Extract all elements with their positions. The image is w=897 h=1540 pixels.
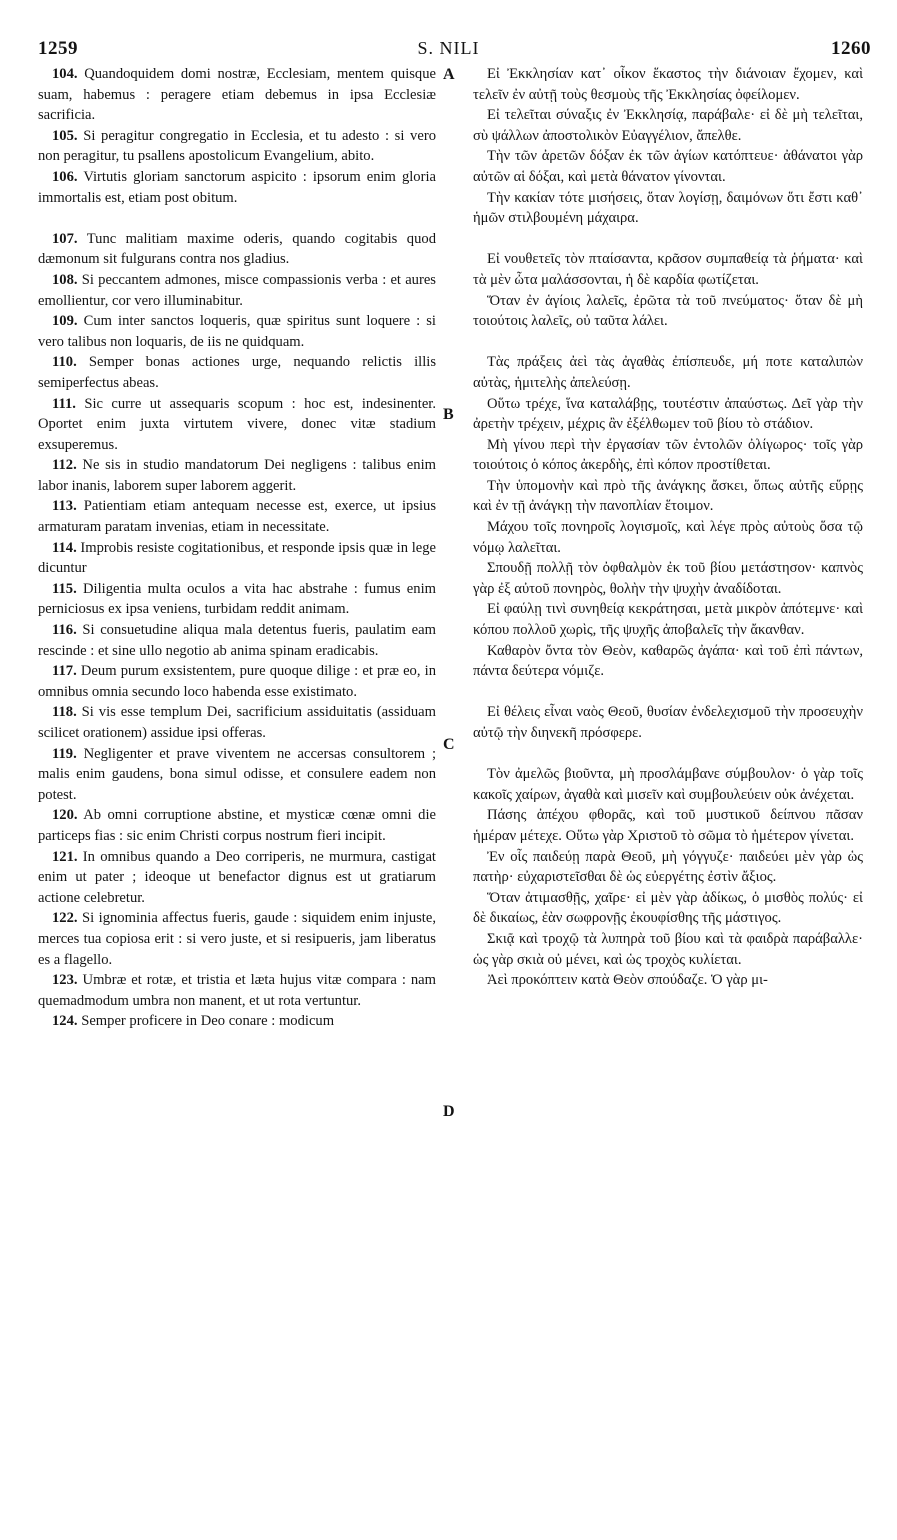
latin-paragraph (38, 455, 436, 496)
greek-paragraph: Μὴ γίνου περὶ τὴν ἐργασίαν τῶν ἐντολῶν ὀλίγωρος· τοῖς γὰρ τοιούτοις ὁ κόπος ἀκερδὴς, ἐπὶ κόπον προστίθεται. (473, 436, 863, 474)
latin-paragraph (38, 311, 436, 352)
greek-paragraph: Εἰ φαύλῃ τινὶ συνηθείᾳ κεκράτησαι, μετὰ μικρὸν ἀπότεμνε· καὶ κόπου πολλοῦ χωρὶς, τῆς ψυχῆς ἀποβαλεῖς τὴν ἄκανθαν. (473, 601, 863, 639)
latin-paragraph (38, 167, 436, 208)
sentence-number: 113. (52, 498, 77, 515)
margin-letter-c: C (443, 736, 455, 753)
margin-letter-b: B (443, 406, 454, 423)
latin-text: Si ignominia affectus fueris, gaude : siquidem enim injuste, merces tua copiosa erit : si vero juste, et si resipueris, jam liberatus es a flagello. (38, 910, 436, 968)
greek-paragraph: Ἐν οἷς παιδεύῃ παρὰ Θεοῦ, μὴ γόγγυζε· παιδεύει μὲν γὰρ ὡς πατὴρ· εὐχαριστεῖσθαι δὲ ὡς εὐεργέτης ἐστὶν ἄξιος. (473, 848, 863, 886)
latin-paragraph (38, 847, 436, 909)
latin-paragraph (38, 702, 436, 743)
greek-paragraph: Ὅταν ἀτιμασθῇς, χαῖρε· εἰ μὲν γὰρ ἀδίκως, ὁ μισθὸς πολύς· εἰ δὲ δικαίως, ἐὰν σωφρονῇς ἐκουφίσθης τῆς μάστιγος. (473, 889, 863, 927)
sentence-number: 111. (52, 395, 76, 412)
greek-paragraph: Τὰς πράξεις ἀεὶ τὰς ἀγαθὰς ἐπίσπευδε, μή ποτε καταλιπὼν αὐτὰς, ἡμιτελὴς ἀπελεύσῃ. (473, 354, 863, 391)
latin-text: Si peragitur congregatio in Ecclesia, et tu adesto : si vero non peragitur, tu psallens apostolicum Evangelium, abito. (38, 127, 436, 165)
greek-paragraph: Εἰ νουθετεῖς τὸν πταίσαντα, κρᾶσον συμπαθείᾳ τὰ ῥήματα· καὶ τὰ μὲν ὦτα μαλάσσονται, ἡ δὲ καρδία φωτίζεται. (473, 251, 863, 288)
greek-paragraph: Ὅταν ἐν ἁγίοις λαλεῖς, ἐρῶτα τὰ τοῦ πνεύματος· ὅταν δὲ μὴ τοιούτοις λαλεῖς, οὐ ταῦτα λάλει. (473, 292, 863, 330)
page-number-left: 1259 (38, 38, 78, 59)
latin-text: Semper bonas actiones urge, nequando relictis illis semiperfectus abeas. (38, 354, 436, 391)
latin-paragraph (38, 908, 436, 970)
running-title: S. NILI (417, 38, 480, 58)
latin-paragraph (38, 970, 436, 1011)
latin-text: Ne sis in studio mandatorum Dei negligens : talibus enim labor inanis, laborem super laborem aggerit. (38, 457, 436, 494)
latin-paragraph (38, 64, 436, 126)
greek-paragraph: Εἰ θέλεις εἶναι ναὸς Θεοῦ, θυσίαν ἐνδελεχισμοῦ τὴν προσευχὴν αὐτῷ τὴν διηνεκῆ πρόσφερε. (473, 704, 863, 741)
sentence-number: 104. (52, 66, 78, 82)
greek-paragraph: Σπουδῇ πολλῇ τὸν ὀφθαλμὸν ἐκ τοῦ βίου μετάστησον· καπνὸς γὰρ ἐξ αὐτοῦ πονηρὸς, θολὴν τὴν ψυχὴν ἀναδίδοται. (473, 560, 863, 597)
sentence-number: 109. (52, 313, 78, 330)
greek-paragraph: Ἀεὶ προκόπτειν κατὰ Θεὸν σπούδαζε. Ὁ γὰρ μι- (487, 972, 768, 989)
sentence-number: 122. (52, 910, 78, 927)
latin-paragraph (38, 661, 436, 702)
latin-text: Umbræ et rotæ, et tristia et læta hujus vitæ compara : nam quemadmodum umbra non manent, et ut rota vertuntur. (38, 972, 436, 1009)
latin-paragraph (38, 744, 436, 806)
greek-paragraph: Εἰ Ἐκκλησίαν κατ᾽ οἶκον ἕκαστος τὴν διάνοιαν ἔχομεν, καὶ τελεῖν ἐν αὐτῇ τοὺς θεσμοὺς τῆς Ἐκκλησίας ὀφείλομεν. (473, 66, 863, 103)
greek-paragraph: Καθαρὸν ὄντα τὸν Θεὸν, καθαρῶς ἀγάπα· καὶ τοῦ ἐπὶ πάντων, πάντα δεύτερα νόμιζε. (473, 642, 863, 680)
greek-paragraph: Μάχου τοῖς πονηροῖς λογισμοῖς, καὶ λέγε πρὸς αὐτοὺς ὅσα τῷ νόμῳ λαλεῖται. (473, 519, 863, 556)
latin-paragraph (38, 496, 436, 537)
page-number-right: 1260 (831, 38, 871, 59)
latin-text: Deum purum exsistentem, pure quoque dilige : et præ eo, in omnibus omnia secundo loco habenda esse existimato. (38, 663, 436, 700)
latin-paragraph (38, 352, 436, 393)
sentence-number: 116. (52, 622, 77, 639)
latin-paragraph (38, 270, 436, 311)
latin-paragraph (38, 538, 436, 579)
latin-paragraph (38, 229, 436, 270)
latin-paragraph (38, 394, 436, 456)
latin-paragraph (38, 579, 436, 620)
sentence-number: 105. (52, 127, 78, 144)
greek-paragraph: Πάσης ἀπέχου φθορᾶς, καὶ τοῦ μυστικοῦ δείπνου πᾶσαν ἡμέραν μέτεχε. Οὕτω γὰρ Χριστοῦ τὸ σῶμα τὸ ἡμέτερον γίνεται. (473, 807, 863, 844)
latin-text: Patientiam etiam antequam necesse est, exerce, ut ipsius armaturam paratam invenias, etiam in necessitate. (38, 498, 437, 536)
sentence-number: 118. (52, 704, 77, 721)
latin-text: Diligentia multa oculos a vita hac abstrahe : fumus enim perniciosus ex ipsa veniens, turbidam reddit animam. (38, 580, 436, 618)
latin-text: Sic curre ut assequaris scopum : hoc est, indesinenter. Oportet enim juxta virtutem vivere, donec vitæ stadium exsuperemus. (38, 395, 437, 453)
greek-paragraph: Οὕτω τρέχε, ἵνα καταλάβῃς, τουτέστιν ἀπαύστως. Δεῖ γὰρ τὴν ἀρετὴν τρέχειν, μέχρις ἂν ἐξέλθωμεν τοῦ βίου τὸ στάδιον. (473, 395, 863, 433)
latin-column (38, 64, 436, 1032)
sentence-number: 107. (52, 230, 78, 247)
latin-paragraph (38, 1011, 436, 1032)
latin-text: In omnibus quando a Deo corriperis, ne murmura, castigat enim ut pater ; ideoque ut benefactor dignus est ut gratiarum actione celebretur. (38, 848, 436, 906)
greek-paragraph: Τὴν ὑπομονὴν καὶ πρὸ τῆς ἀνάγκης ἄσκει, ὅπως αὐτῆς εὕρῃς καὶ ἐν τῇ ἀνάγκῃ τὴν πανοπλίαν ἕτοιμον. (473, 477, 863, 515)
sentence-number: 121. (52, 848, 78, 865)
margin-letter-a: A (443, 66, 455, 83)
sentence-number: 117. (52, 663, 77, 680)
greek-paragraph: Τὴν τῶν ἀρετῶν δόξαν ἐκ τῶν ἁγίων κατόπτευε· ἀθάνατοι γὰρ αὐτῶν αἱ δόξαι, καὶ μετὰ θάνατον γίνονται. (473, 148, 863, 185)
latin-text: Ab omni corruptione abstine, et mysticæ cœnæ omni die particeps fias : sic enim Christi corpus nostrum fieri incipit. (38, 807, 436, 844)
latin-paragraph (38, 620, 436, 661)
latin-paragraph (38, 126, 436, 167)
latin-paragraph (38, 805, 436, 846)
greek-paragraph: Εἰ τελεῖται σύναξις ἐν Ἐκκλησίᾳ, παράβαλε· εἰ δὲ μὴ τελεῖται, σὺ ψάλλων ἀποστολικὸν Εὐαγγέλιον, ἄπελθε. (473, 107, 863, 144)
latin-text: Si vis esse templum Dei, sacrificium assiduitatis (assiduam scilicet orationem) assidue ipsi offeras. (38, 704, 436, 741)
sentence-number: 112. (52, 457, 77, 474)
greek-paragraph: Τὴν κακίαν τότε μισήσεις, ὅταν λογίσῃ, δαιμόνων ὅτι ἔστι καθ᾽ ἡμῶν στιλβουμένη μάχαιρα. (473, 189, 863, 227)
latin-text: Improbis resiste cogitationibus, et responde ipsis quæ in lege dicuntur (38, 539, 436, 577)
latin-text: Tunc malitiam maxime oderis, quando cogitabis quod dæmonum sit fulgurans contra nos gladius. (38, 230, 436, 268)
latin-text: Negligenter et prave viventem ne accersas consultorem ; malis enim gaudens, bona simul odisse, et consulere eadem non potest. (38, 745, 436, 803)
sentence-number: 123. (52, 972, 78, 989)
sentence-number: 110. (52, 354, 77, 371)
latin-text: Virtutis gloriam sanctorum aspicito : ipsorum enim gloria immortalis est, etiam post obitum. (38, 168, 436, 206)
greek-column (473, 64, 863, 991)
sentence-number: 120. (52, 807, 78, 824)
sentence-number: 124. (52, 1013, 78, 1030)
latin-text: Quandoquidem domi nostræ, Ecclesiam, mentem quisque suam, habemus : peragere etiam debemus in ipsa Ecclesiæ sacrificia. (38, 66, 437, 124)
latin-text: Si consuetudine aliqua mala detentus fueris, paulatim eam rescinde : et sine ullo negotio ab anima spinam eradicabis. (38, 622, 436, 659)
sentence-number: 108. (52, 271, 78, 288)
latin-text: Semper proficere in Deo conare : modicum (81, 1013, 335, 1030)
sentence-number: 115. (52, 580, 77, 597)
greek-paragraph: Σκιᾷ καὶ τροχῷ τὰ λυπηρὰ τοῦ βίου καὶ τὰ φαιδρὰ παράβαλλε· ὡς γὰρ σκιὰ οὐ μένει, καὶ ὡς τροχὸς κυλίεται. (473, 930, 863, 968)
sentence-number: 106. (52, 168, 78, 185)
margin-letter-d: D (443, 1103, 455, 1120)
sentence-number: 114. (52, 539, 77, 556)
latin-text: Si peccantem admones, misce compassionis verba : et aures emollientur, cor vero illuminabitur. (38, 271, 436, 309)
sentence-number: 119. (52, 745, 77, 762)
latin-text: Cum inter sanctos loqueris, quæ spiritus sunt loquere : si vero talibus non loquaris, de iis ne quidquam. (38, 313, 436, 350)
greek-paragraph: Τὸν ἀμελῶς βιοῦντα, μὴ προσλάμβανε σύμβουλον· ὁ γὰρ τοῖς κακοῖς χαίρων, ἀγαθὰ καὶ μισεῖν καὶ συμβουλεύειν οὐκ ἀνέχεται. (473, 766, 863, 803)
